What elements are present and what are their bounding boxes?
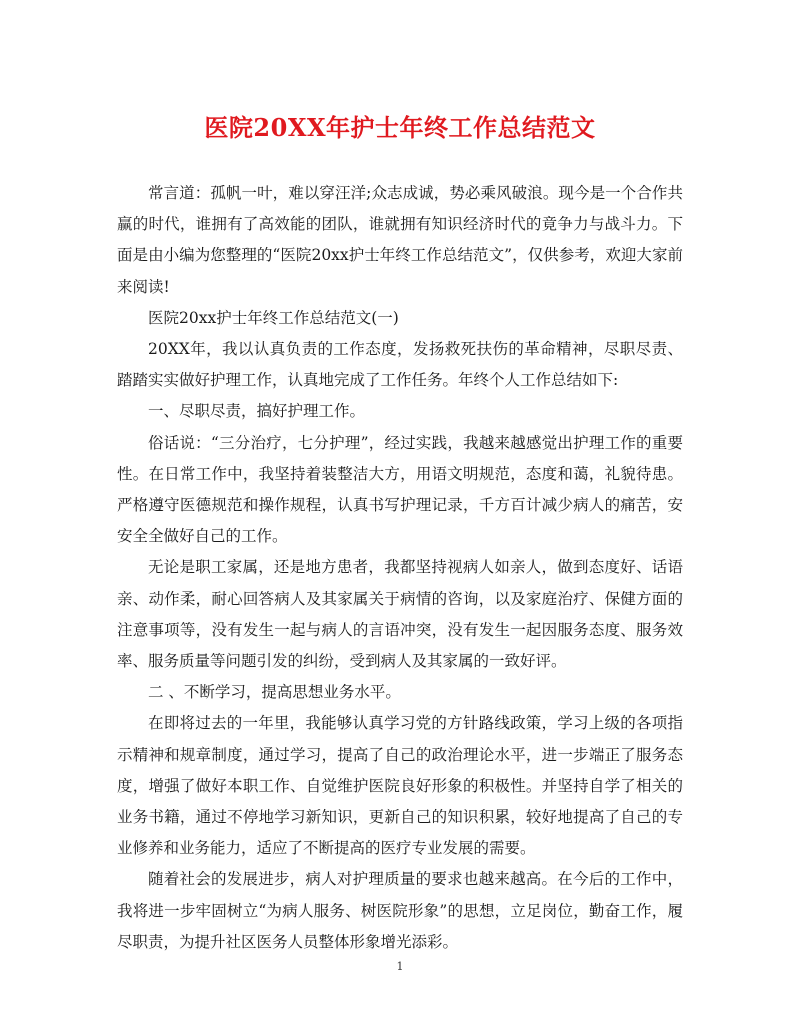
paragraph-patient-care: 无论是职工家属，还是地方患者，我都坚持视病人如亲人，做到态度好、话语亲、动作柔，耐心回答病人及其家属关于病情的咨询，以及家庭治疗、保健方面的注意事项等，没有发生一起与病人的言语冲突，没有发生一起因服务态度、服务效率、服务质量等问题引发的纠纷，受到病人及其家属的一致好评。 — [117, 558, 683, 671]
page-number: 1 — [396, 960, 404, 973]
paragraph-learning: 在即将过去的一年里，我能够认真学习党的方针路线政策，学习上级的各项指示精神和规章制度，通过学习，提高了自己的政治理论水平，进一步端正了服务态度，增强了做好本职工作、自觉维护医院良好形象的积极性。并坚持自学了相关的业务书籍，通过不停地学习新知识，更新自己的知识积累，较好地提高了自己的专业修养和业务能力，适应了不断提高的医疗专业发展的需要。 — [117, 714, 683, 858]
document-title: 医院20XX年护士年终工作总结范文 — [204, 113, 596, 142]
section-heading-2: 二 、不断学习，提高思想业务水平。 — [148, 683, 401, 702]
paragraph-future: 随着社会的发展进步，病人对护理质量的要求也越来越高。在今后的工作中，我将进一步牢固树立“为病人服务、树医院形象”的思想，立足岗位，勤奋工作，履尽职责，为提升社区医务人员整体形象增光添彩。 — [117, 870, 683, 951]
paragraph-nursing-importance: 俗话说：“三分治疗，七分护理”，经过实践，我越来越感觉出护理工作的重要性。在日常工作中，我坚持着装整洁大方，用语文明规范，态度和蔼，礼貌待患。严格遵守医德规范和操作规程，认真书写护理记录，千方百计减少病人的痛苦，安安全全做好自己的工作。 — [117, 433, 683, 546]
paragraph-intro: 常言道：孤帆一叶，难以穿汪洋;众志成诚，势必乘风破浪。现今是一个合作共赢的时代，谁拥有了高效能的团队，谁就拥有知识经济时代的竟争力与战斗力。下面是由小编为您整理的“医院20xx护士年终工作总结范文”，仅供参考，欢迎大家前来阅读! — [117, 184, 683, 296]
section-heading-1: 一、尽职尽责，搞好护理工作。 — [148, 402, 366, 421]
document-body — [117, 178, 683, 958]
paragraph-summary: 20XX年，我以认真负责的工作态度，发扬救死扶伤的革命精神，尽职尽责、踏踏实实做好护理工作，认真地完成了工作任务。年终个人工作总结如下: — [117, 340, 683, 390]
paragraph-subtitle: 医院20xx护士年终工作总结范文(一) — [148, 308, 399, 327]
